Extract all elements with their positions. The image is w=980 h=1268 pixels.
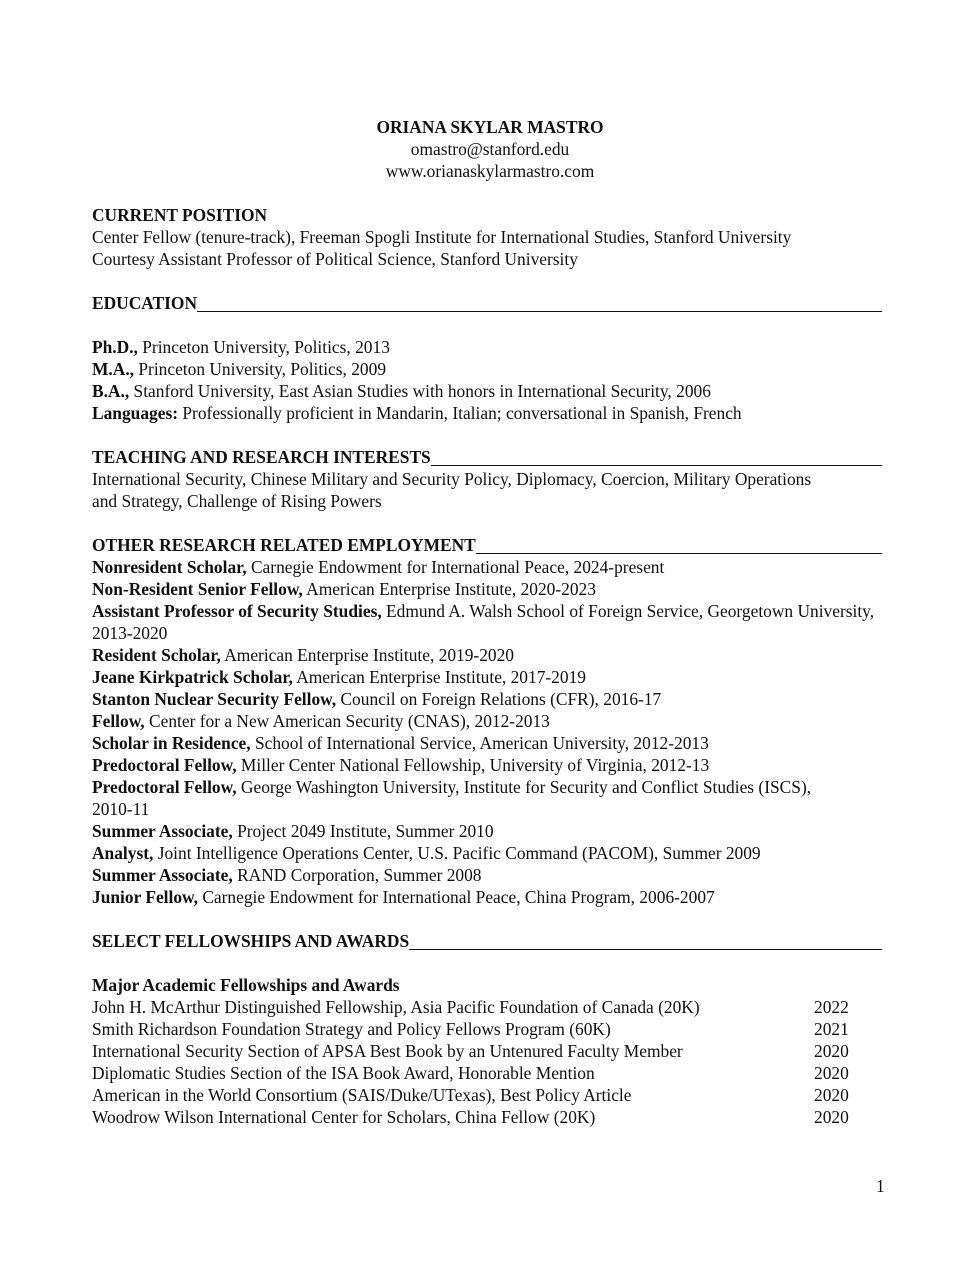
award-row: Smith Richardson Foundation Strategy and Policy Fellows Program (60K) 2021 (92, 1019, 849, 1039)
education-heading (92, 292, 882, 314)
education-item: Ph.D., Princeton University, Politics, 2013 (92, 337, 390, 357)
employment-item: Predoctoral Fellow, George Washington University, Institute for Security and Conflict Studies (ISCS), 2010-11 (92, 777, 812, 819)
employment-item: Jeane Kirkpatrick Scholar, American Enterprise Institute, 2017-2019 (92, 667, 586, 687)
employment-section (92, 534, 882, 908)
website-url: www.orianaskylarmastro.com (385, 161, 595, 181)
employment-item: Fellow, Center for a New American Security (CNAS), 2012-2013 (92, 711, 550, 731)
education-item: B.A., Stanford University, East Asian Studies with honors in International Security, 2006 (92, 381, 711, 401)
employment-item: Stanton Nuclear Security Fellow, Council on Foreign Relations (CFR), 2016-17 (92, 689, 662, 709)
heading-rule (431, 451, 882, 466)
employment-item: Predoctoral Fellow, Miller Center National Fellowship, University of Virginia, 2012-13 (92, 755, 710, 775)
award-row: Diplomatic Studies Section of the ISA Book Award, Honorable Mention 2020 (92, 1063, 849, 1083)
employment-item: Scholar in Residence, School of International Service, American University, 2012-2013 (92, 733, 709, 753)
employment-item: Junior Fellow, Carnegie Endowment for International Peace, China Program, 2006-2007 (92, 887, 715, 907)
cv-header (0, 116, 980, 182)
interests-heading (92, 446, 882, 468)
award-row: American in the World Consortium (SAIS/Duke/UTexas), Best Policy Article 2020 (92, 1085, 849, 1105)
employment-heading (92, 534, 882, 556)
interests-text: International Security, Chinese Military and Security Policy, Diplomacy, Coercion, Military Operations and Strategy, Challenge of Rising Powers (92, 469, 812, 511)
current-position-section (92, 204, 882, 270)
award-row: International Security Section of APSA Best Book by an Untenured Faculty Member 2020 (92, 1041, 849, 1061)
education-item: Languages: Professionally proficient in Mandarin, Italian; conversational in Spanish, French (92, 403, 742, 423)
employment-item: Resident Scholar, American Enterprise Institute, 2019-2020 (92, 645, 514, 665)
education-title: EDUCATION (92, 293, 197, 313)
current-position-line: Courtesy Assistant Professor of Political Science, Stanford University (92, 249, 578, 269)
employment-item: Assistant Professor of Security Studies, Edmund A. Walsh School of Foreign Service, Georgetown University, 2013-2020 (92, 601, 875, 643)
person-name: ORIANA SKYLAR MASTRO (376, 117, 604, 137)
awards-subheading: Major Academic Fellowships and Awards (92, 975, 400, 995)
heading-rule (409, 935, 882, 950)
email-address: omastro@stanford.edu (410, 139, 570, 159)
interests-section (92, 446, 882, 512)
heading-rule (197, 297, 882, 312)
employment-item: Summer Associate, RAND Corporation, Summer 2008 (92, 865, 482, 885)
employment-title: OTHER RESEARCH RELATED EMPLOYMENT (92, 535, 476, 555)
awards-title: SELECT FELLOWSHIPS AND AWARDS (92, 931, 410, 951)
heading-rule (476, 539, 882, 554)
cv-content (92, 204, 882, 1128)
employment-item: Summer Associate, Project 2049 Institute, Summer 2010 (92, 821, 494, 841)
current-position-title: CURRENT POSITION (92, 205, 268, 225)
awards-section (92, 930, 882, 1128)
current-position-line: Center Fellow (tenure-track), Freeman Spogli Institute for International Studies, Stanford University (92, 227, 792, 247)
employment-item: Non-Resident Senior Fellow, American Enterprise Institute, 2020-2023 (92, 579, 596, 599)
page-number: 1 (876, 1176, 885, 1196)
awards-heading (92, 930, 882, 952)
award-row: John H. McArthur Distinguished Fellowship, Asia Pacific Foundation of Canada (20K) 2022 (92, 997, 849, 1017)
employment-item: Analyst, Joint Intelligence Operations Center, U.S. Pacific Command (PACOM), Summer 2009 (92, 843, 761, 863)
current-position-heading (92, 204, 882, 226)
education-section (92, 292, 882, 424)
interests-title: TEACHING AND RESEARCH INTERESTS (92, 447, 431, 467)
award-row: Woodrow Wilson International Center for Scholars, China Fellow (20K) 2020 (92, 1107, 849, 1127)
education-item: M.A., Princeton University, Politics, 2009 (92, 359, 387, 379)
employment-item: Nonresident Scholar, Carnegie Endowment for International Peace, 2024-present (92, 557, 665, 577)
